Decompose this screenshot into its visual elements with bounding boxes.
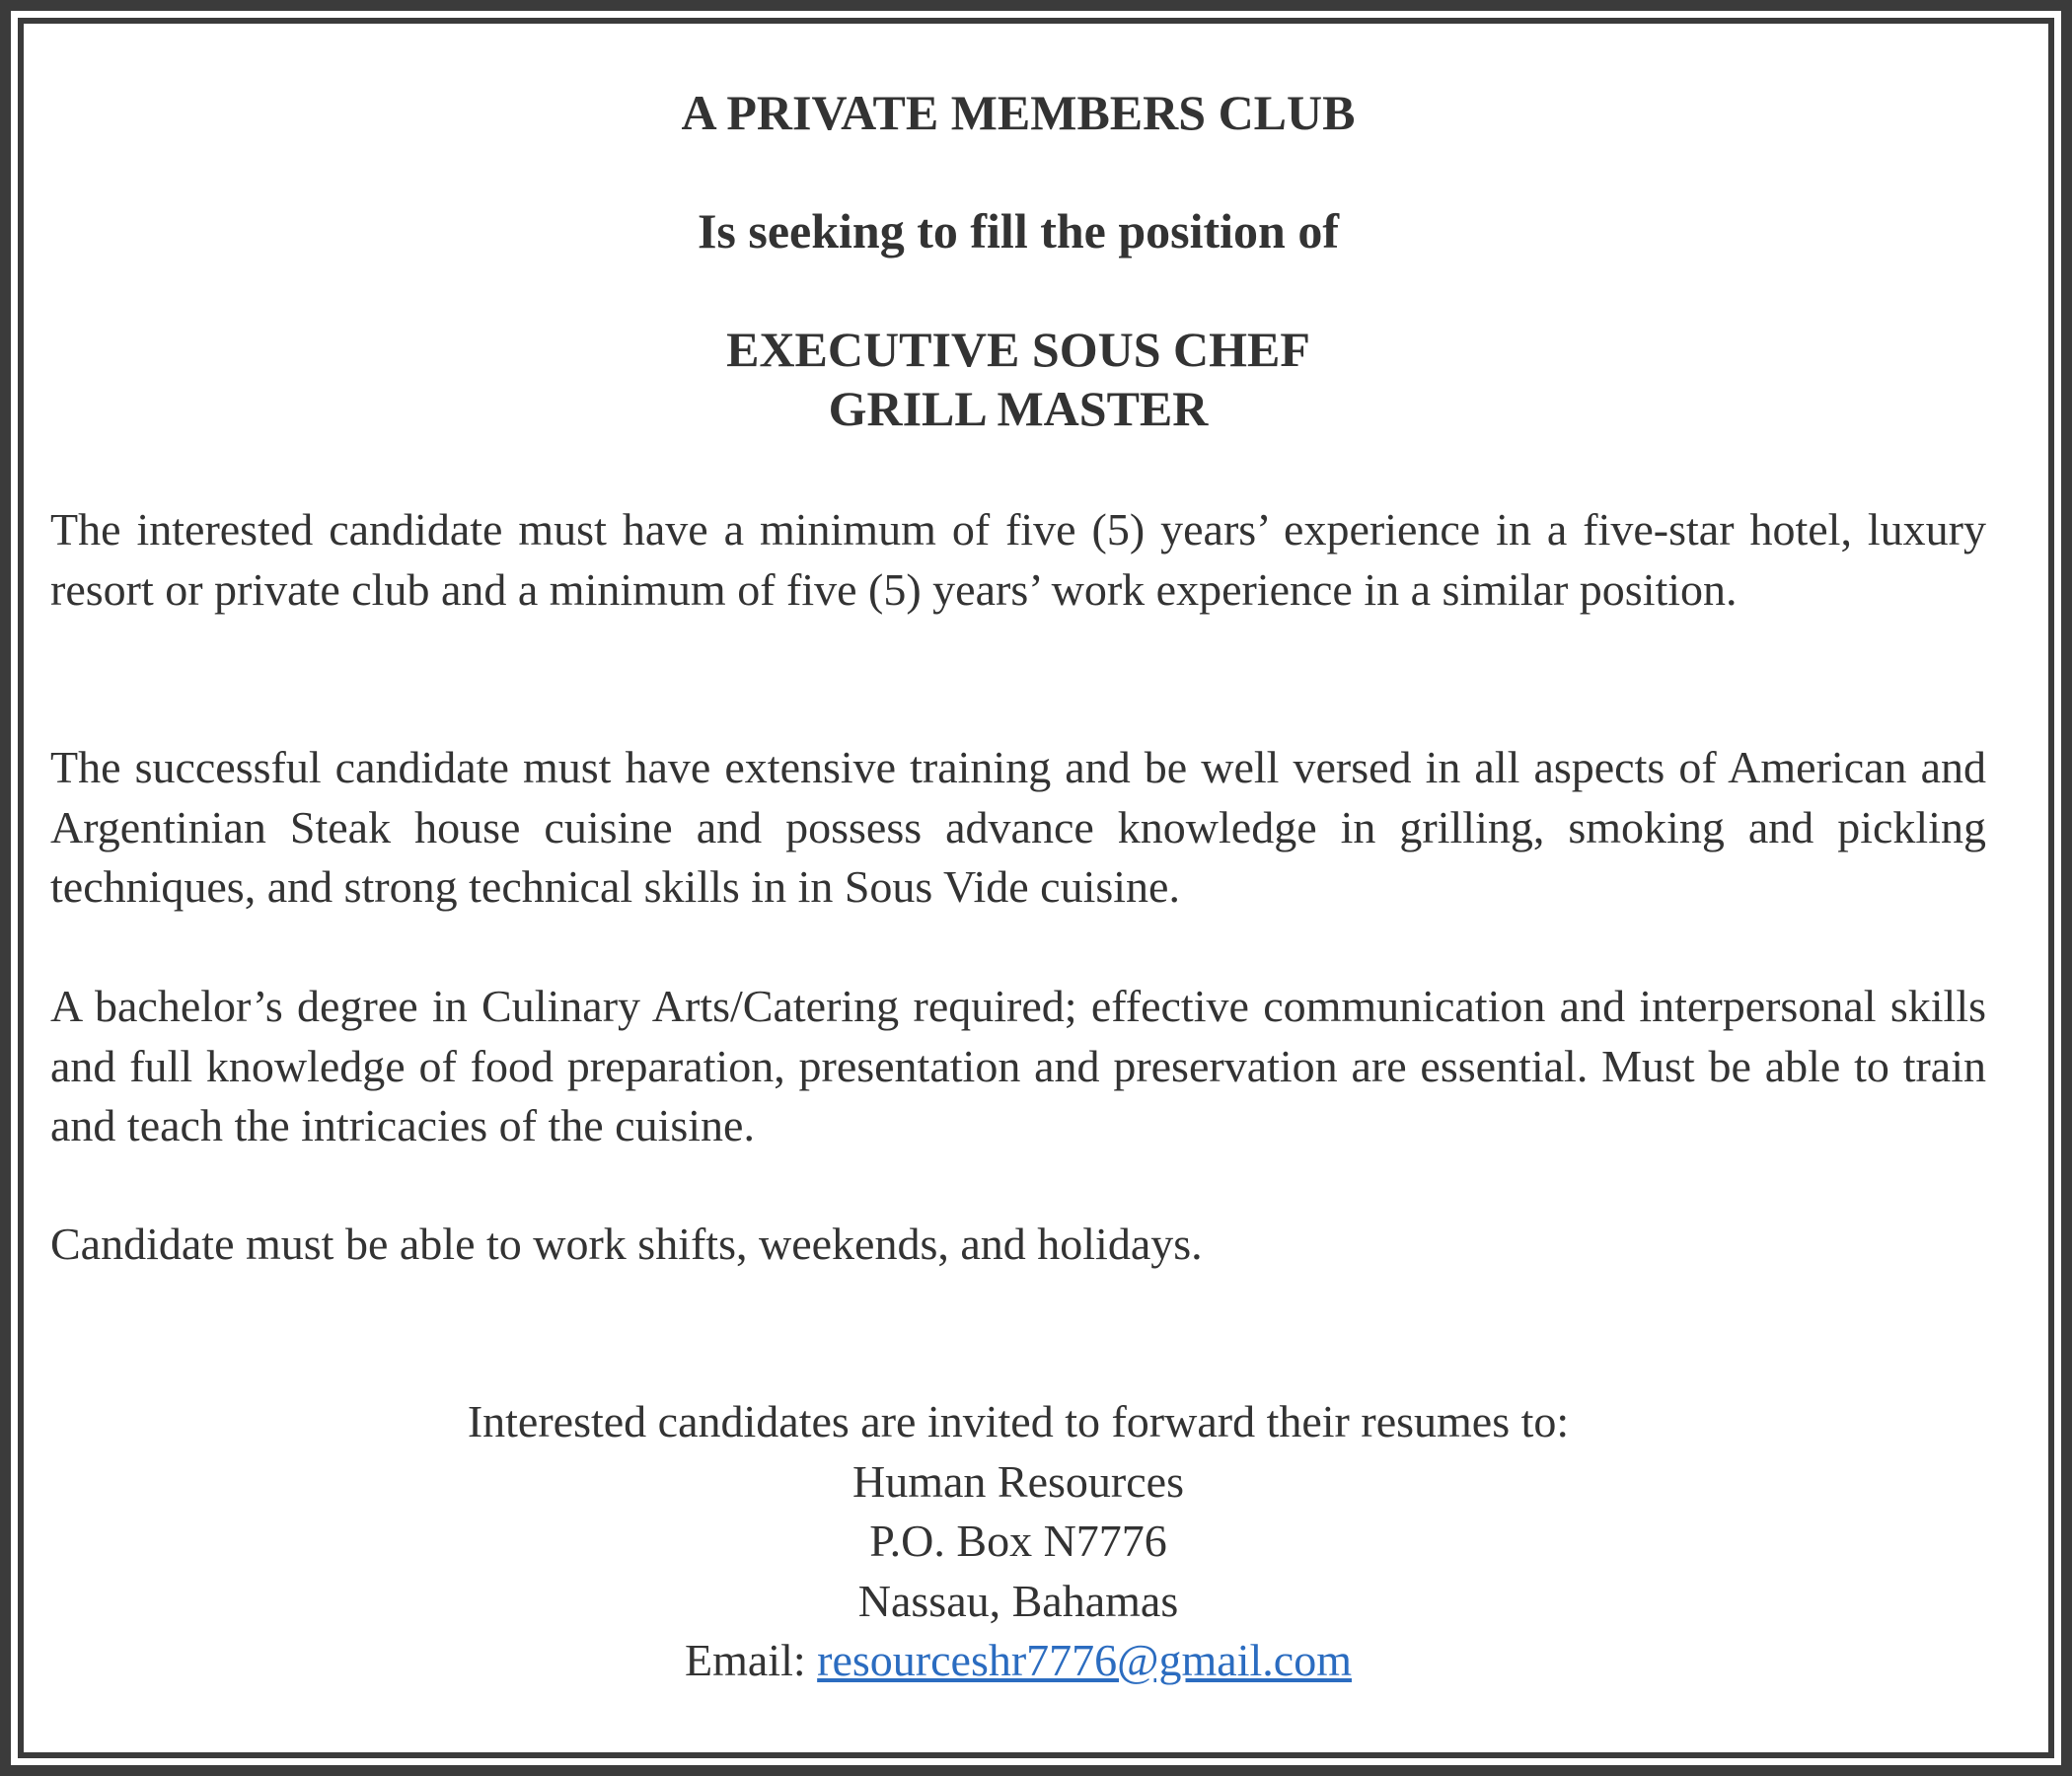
email-label: Email: xyxy=(685,1635,818,1685)
education-paragraph: A bachelor’s degree in Culinary Arts/Catering required; effective communication and interpersonal skills and full knowledge of food preparation, presentation and preservation are essential. Must be able to train and teach the intricacies of the cuisine. xyxy=(50,981,1986,1150)
contact-intro: Interested candidates are invited to forward their resumes to: xyxy=(467,1396,1570,1446)
email-link[interactable]: resourceshr7776@gmail.com xyxy=(817,1635,1352,1685)
contact-city: Nassau, Bahamas xyxy=(857,1575,1179,1626)
contact-block xyxy=(50,1392,1986,1691)
seeking-heading: Is seeking to fill the position of xyxy=(697,203,1340,259)
experience-paragraph: The interested candidate must have a minimum of five (5) years’ experience in a five-star hotel, luxury resort or private club and a minimum of five (5) years’ work experience in a similar position. xyxy=(50,504,1986,615)
availability-paragraph: Candidate must be able to work shifts, weekends, and holidays. xyxy=(50,1219,1203,1269)
job-advertisement xyxy=(50,0,1986,1776)
position-title xyxy=(50,320,1986,438)
position-title-line1: EXECUTIVE SOUS CHEF xyxy=(726,322,1310,377)
contact-po-box: P.O. Box N7776 xyxy=(869,1516,1167,1566)
skills-paragraph: The successful candidate must have extensive training and be well versed in all aspects of American and Argentinian Steak house cuisine and possess advance knowledge in grilling, smoking and pickling techniques, and strong technical skills in in Sous Vide cuisine. xyxy=(50,742,1986,912)
position-title-line2: GRILL MASTER xyxy=(828,381,1209,436)
contact-email-line xyxy=(50,1631,1986,1691)
contact-department: Human Resources xyxy=(852,1455,1184,1507)
club-heading: A PRIVATE MEMBERS CLUB xyxy=(681,85,1356,140)
